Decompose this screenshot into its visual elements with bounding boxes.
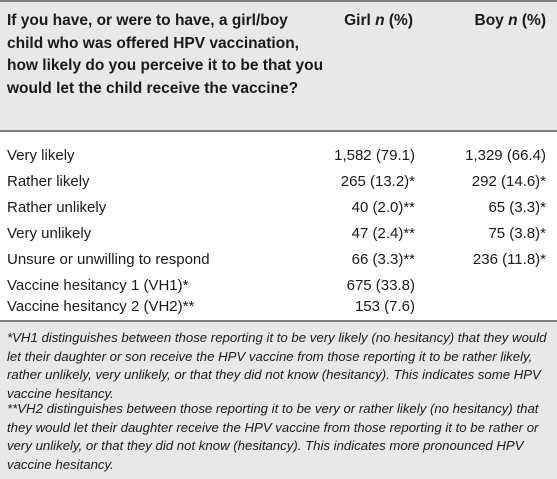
boy-column-header xyxy=(475,10,547,33)
girl-value: 153 (7.6) xyxy=(354,298,415,315)
boy-header-pct: (%) xyxy=(521,12,546,29)
boy-header-n: n xyxy=(508,12,518,29)
row-label: Vaccine hesitancy 1 (VH1)* xyxy=(7,277,189,294)
row-label: Rather likely xyxy=(7,173,90,190)
table-row xyxy=(0,169,557,195)
footnote-vh2: **VH2 distinguishes between those reporting it to be very or rather likely (no hesitancy) that they would let their daughter receive the HPV vaccine from those reporting it to be rather or very unlikely, or that they did not know (hesitancy). This indicates more pronounced HPV vaccine hesitancy. xyxy=(7,401,539,472)
girl-header-n: n xyxy=(375,12,385,29)
question-header: If you have, or were to have, a girl/boy child who was offered HPV vaccination, how likely do you perceive it to be that you would let the child receive the vaccine? xyxy=(7,12,324,97)
row-label: Rather unlikely xyxy=(7,199,107,216)
row-label: Unsure or unwilling to respond xyxy=(7,251,210,268)
boy-value: 65 (3.3)* xyxy=(488,199,546,216)
boy-header-label: Boy xyxy=(474,12,504,29)
table-row xyxy=(0,294,557,320)
girl-column-header xyxy=(344,10,413,33)
table-row xyxy=(0,143,557,169)
boy-value: 1,329 (66.4) xyxy=(465,147,546,164)
girl-value: 66 (3.3)** xyxy=(351,251,415,268)
header-rule xyxy=(0,130,557,132)
boy-value: 75 (3.8)* xyxy=(488,225,546,242)
girl-value: 47 (2.4)** xyxy=(351,225,415,242)
row-label: Very likely xyxy=(7,147,75,164)
girl-header-label: Girl xyxy=(344,12,371,29)
girl-value: 40 (2.0)** xyxy=(351,199,415,216)
footer-rule xyxy=(0,320,557,322)
table-row xyxy=(0,247,557,273)
top-rule xyxy=(0,0,557,2)
girl-header-pct: (%) xyxy=(388,12,413,29)
row-label: Very unlikely xyxy=(7,225,92,242)
footnote-vh1: *VH1 distinguishes between those reporting it to be very likely (no hesitancy) that they would let their daughter or son receive the HPV vaccine from those reporting it to be rather likely, rather unlikely, very unlikely, or that they did not know (hesitancy). This indicates some HPV vaccine hesitancy. xyxy=(7,330,547,401)
row-label: Vaccine hesitancy 2 (VH2)** xyxy=(7,298,195,315)
table-row xyxy=(0,221,557,247)
boy-value: 292 (14.6)* xyxy=(471,173,546,190)
table-row xyxy=(0,195,557,221)
boy-value: 236 (11.8)* xyxy=(472,251,546,268)
girl-value: 1,582 (79.1) xyxy=(334,147,415,164)
girl-value: 265 (13.2)* xyxy=(340,173,415,190)
girl-value: 675 (33.8) xyxy=(346,277,415,294)
